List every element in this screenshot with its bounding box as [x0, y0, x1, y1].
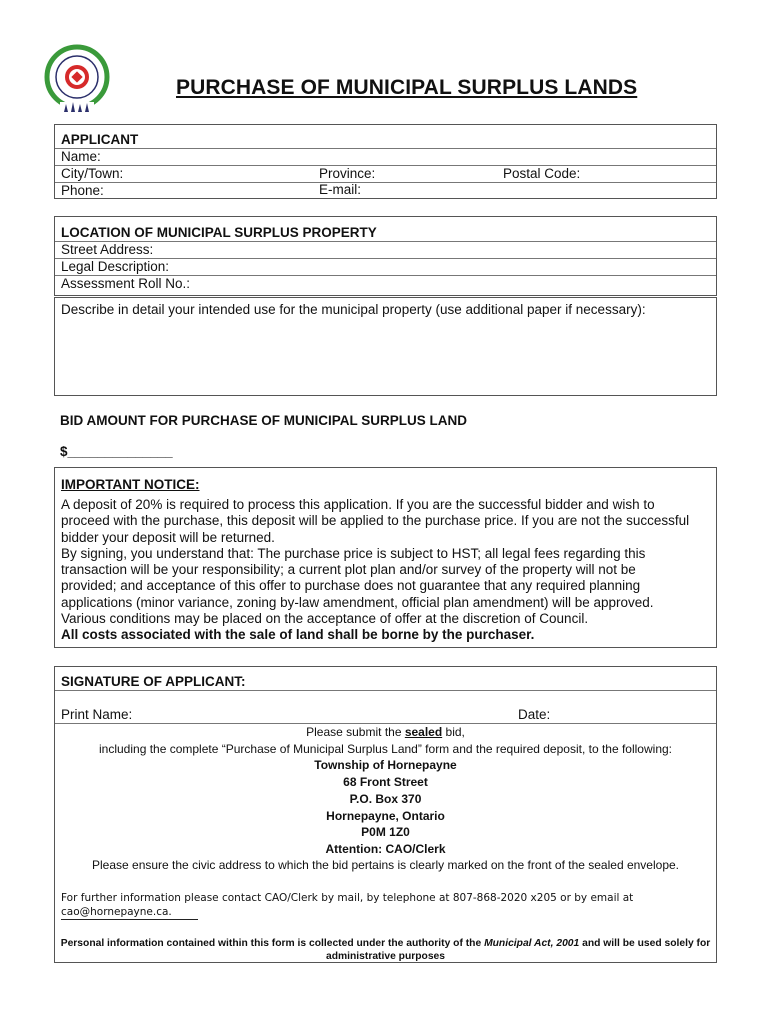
privacy-notice-line2: administrative purposes [325, 951, 446, 962]
bid-heading: BID AMOUNT FOR PURCHASE OF MUNICIPAL SURPLUS LAND [60, 413, 467, 428]
address-line: Township of Hornepayne [314, 758, 457, 772]
notice-line: transaction will be your responsibility; a current plot plan and/or survey of the property will not be [61, 562, 636, 578]
submit-instruction: Please submit the sealed bid, [306, 725, 465, 739]
contact-info: For further information please contact CAO/Clerk by mail, by telephone at 807-868-2020 x205 or by email at [61, 892, 634, 904]
address-line: P.O. Box 370 [349, 792, 422, 806]
bid-amount-field[interactable]: $______________ [60, 444, 173, 459]
intended-use-label: Describe in detail your intended use for the municipal property (use additional paper if necessary): [61, 302, 646, 317]
privacy-notice: Personal information contained within this form is collected under the authority of the Municipal Act, 2001 and will be used solely for [60, 938, 711, 949]
location-section [54, 216, 717, 296]
notice-line: proceed with the purchase, this deposit will be applied to the purchase price. If you are not the successful [61, 513, 690, 529]
notice-line: bidder your deposit will be returned. [61, 529, 275, 545]
address-line: P0M 1Z0 [361, 825, 410, 839]
email-field[interactable]: E-mail: [319, 182, 362, 197]
intended-use-box[interactable] [54, 297, 717, 396]
signature-section [54, 666, 717, 963]
submit-instruction-detail: including the complete “Purchase of Municipal Surplus Land” form and the required deposit, to the following: [99, 742, 672, 756]
notice-line: Various conditions may be placed on the acceptance of offer at the discretion of Council. [61, 611, 589, 627]
signature-heading: SIGNATURE OF APPLICANT: [61, 674, 246, 689]
notice-line: applications (minor variance, zoning by-law amendment, official plan amendment) will be approved. [61, 594, 654, 610]
applicant-heading: APPLICANT [61, 132, 139, 147]
street-address-field[interactable]: Street Address: [61, 242, 154, 257]
contact-email-link[interactable]: cao@hornepayne.ca. [61, 906, 198, 920]
city-field[interactable]: City/Town: [61, 166, 124, 181]
notice-line: provided; and acceptance of this offer to purchase does not guarantee that any required planning [61, 578, 641, 594]
notice-line: By signing, you understand that: The purchase price is subject to HST; all legal fees regarding this [61, 545, 646, 561]
phone-field[interactable]: Phone: [61, 183, 104, 198]
province-field[interactable]: Province: [319, 166, 376, 181]
print-name-field[interactable]: Print Name: [61, 707, 133, 722]
location-heading: LOCATION OF MUNICIPAL SURPLUS PROPERTY [61, 225, 377, 240]
date-field[interactable]: Date: [518, 707, 551, 722]
address-line: 68 Front Street [343, 775, 428, 789]
notice-bold-line: All costs associated with the sale of land shall be borne by the purchaser. [61, 627, 535, 643]
assessment-roll-field[interactable]: Assessment Roll No.: [61, 276, 191, 291]
township-logo [42, 44, 112, 116]
notice-heading: IMPORTANT NOTICE: [61, 477, 200, 492]
name-field[interactable]: Name: [61, 149, 101, 164]
notice-line: A deposit of 20% is required to process this application. If you are the successful bidder and wish to [61, 497, 655, 512]
civic-address-note: Please ensure the civic address to which the bid pertains is clearly marked on the front of the sealed envelope. [92, 858, 679, 872]
sealed-emphasis: sealed [404, 725, 443, 739]
applicant-section [54, 124, 717, 199]
notice-section [54, 467, 717, 648]
postal-code-field[interactable]: Postal Code: [503, 166, 581, 181]
address-line: Hornepayne, Ontario [326, 809, 445, 823]
legal-description-field[interactable]: Legal Description: [61, 259, 170, 274]
address-line: Attention: CAO/Clerk [325, 842, 446, 856]
page-title: PURCHASE OF MUNICIPAL SURPLUS LANDS [176, 76, 638, 99]
